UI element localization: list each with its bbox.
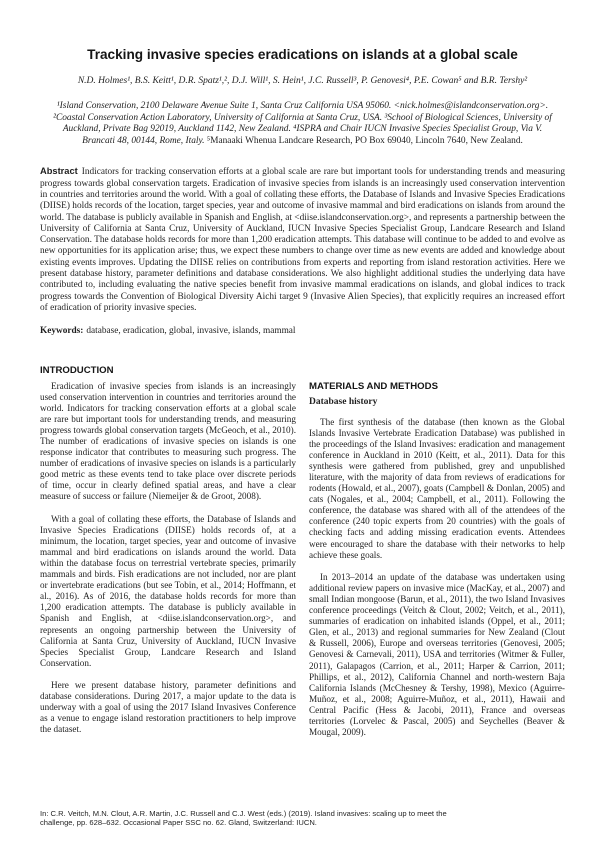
paper-title: Tracking invasive species eradications on islands at a global scale <box>87 47 518 62</box>
introduction-paragraph-3: Here we present database history, parameter definitions and database considerations. During 2017, a major update to the data is underway with a goal of using the 2017 Island Invasives Conference as a venue to engage island restoration practitioners to help improve the dataset. <box>40 679 296 735</box>
methods-paragraph-2: In 2013–2014 an update of the database was undertaken using additional review papers on invasive mice (MacKay, et al., 2007) and small Indian mongoose (Barun, et al., 2011), the two Island Invasives conference proceedings (Veitch & Clout, 2002; Veitch, et al., 2011), summaries of eradication on inhabited islands (Oppel, et al., 2011; Glen, et al., 2013) and regional summaries for New Zealand (Clout & Russell, 2006), Europe and overseas territories (Genovesi, 2005; Genovesi & Carnevali, 2011), USA and territories (Witmer & Fuller, 2011), Galapagos (Carrion, et al., 2011; Harper & Carrion, 2011; Phillips, et al., 2012), California Channel and north-western Baja California Islands (McChesney & Tershy, 1998), Mexico (Aguirre-Muñoz, et al., 2008; Aguirre-Muñoz, et al., 2011), Hawaii and Central Pacific (Hess & Jacobi, 2011), France and overseas territories (Lorvelec & Pascal, 2005) and Seychelles (Beaver & Mougal, 2009). <box>309 571 565 738</box>
section-heading-introduction: INTRODUCTION <box>40 364 114 376</box>
author-line: N.D. Holmes¹, B.S. Keitt¹, D.R. Spatz¹,², D.J. Will¹, S. Hein¹, J.C. Russell³, P. Genovesi⁴, P.E. Cowan⁵ and B.R. Tershy² <box>77 76 528 86</box>
two-column-body <box>40 365 565 750</box>
introduction-paragraph-1: Eradication of invasive species from islands is an increasingly used conservation intervention in countries and territories around the world. Indicators for tracking conservation efforts at a global scale are rare but important tools for understanding trends, and measuring progress towards global conservation targets (McGeoch, et al., 2010). The number of eradications of invasive species on islands is one response indicator that contributes to measuring such progress. The number of eradications of invasive species on islands is a particularly good metric as these events tend to take place over discrete periods of time, occur in clearly defined spatial areas, and have a clear measure of success or failure (Niemeijer & de Groot, 2008). <box>40 380 296 502</box>
abstract-label: Abstract <box>40 166 78 177</box>
keywords-line <box>40 326 565 337</box>
column-left <box>40 365 296 750</box>
section-heading-methods: MATERIALS AND METHODS <box>309 380 438 392</box>
affiliations-block <box>50 101 555 147</box>
column-right <box>309 365 565 750</box>
keywords-text: database, eradication, global, invasive, islands, mammal <box>86 326 296 337</box>
citation-footer: In: C.R. Veitch, M.N. Clout, A.R. Martin, J.C. Russell and C.J. West (eds.) (2019). Island invasives: scaling up to meet the challenge, pp. 628–632. Occasional Paper SSC no. 62. Gland, Switzerland: IUCN. <box>40 808 447 828</box>
abstract-paragraph <box>40 166 565 314</box>
keywords-label: Keywords: <box>40 326 84 337</box>
affiliations-roman: ⁵Manaaki Whenua Landcare Research, PO Box 69040, Lincoln 7640, New Zealand. <box>206 135 523 146</box>
subsection-heading-database-history: Database history <box>309 396 378 407</box>
affiliations-italic: ¹Island Conservation, 2100 Delaware Avenue Suite 1, Santa Cruz California USA 95060. <nick.holmes@islandconservation.org>. ²Coastal Conservation Action Laboratory, University of California at Santa Cruz, USA. ³School of Biological Sciences, University of Auckland, Private Bag 92019, Auckland 1142, New Zealand. ⁴ISPRA and Chair IUCN Invasive Species Specialist Group, Via V. Brancati 48, 00144, Rome, Italy. <box>53 101 552 146</box>
introduction-paragraph-2: With a goal of collating these efforts, the Database of Islands and Invasive Species Eradications (DIISE) holds records of, at a minimum, the location, target species, year and outcome of invasive mammal and bird eradications on islands around the world. Data within the database focus on terrestrial vertebrate species, primarily mammals and birds. Fish eradications are not included, nor are plant or invertebrate eradications (but see Tobin, et al., 2014; Hoffmann, et al., 2016). As of 2016, the database holds records for more than 1,200 eradication attempts. The database is publicly available in Spanish and English, at <diise.islandconservation.org>, and represents an ongoing partnership between the University of California at Santa Cruz, University of Auckland, IUCN Invasive Species Specialist Group, Landcare Research and Island Conservation. <box>40 513 296 668</box>
abstract-text: Indicators for tracking conservation efforts at a global scale are rare but important tools for understanding trends and measuring progress towards global conservation targets. Eradication of invasive species from islands is an increasingly used conservation intervention in countries and territories around the world. With a goal of collating these efforts, the Database of Islands and Invasive Species Eradications (DIISE) holds records of the location, target species, year and outcome of invasive mammal and bird eradications on islands from around the world. The database is publicly available in Spanish and English, at <diise.islandconservation.org>, and represents a partnership between the University of California at Santa Cruz, University of Auckland, IUCN Invasive Species Specialist Group, Landcare Research and Island Conservation. The database holds records for more than 1,200 eradication attempts. This database will continue to be added to and evolve as new opportunities for its application arise; thus, we expect these numbers to change over time as new events are added and knowledge about existing events improves. Updating the DIISE relies on contributions from experts and reporting from island restoration activities. Here we present database history, parameter definitions and database considerations. We also highlight additional studies the underlying data have contributed to, including evaluating the native species benefit from invasive mammal eradications on islands, and global indices to track progress towards the Convention of Biological Diversity Aichi target 9 (Invasive Alien Species), that explicitly requires an increased effort of eradication of priority invasive species. <box>40 167 565 313</box>
methods-paragraph-1: The first synthesis of the database (then known as the Global Islands Invasive Vertebrate Eradication Database) was published in the proceedings of the Island Invasives: eradication and management conference in Auckland in 2010 (Keitt, et al., 2011). Data for this synthesis were gathered from published, grey and unpublished literature, with the majority of data from reviews of eradications for rodents (Howald, et al., 2007), goats (Campbell & Donlan, 2005) and cats (Nogales, et al., 2004; Campbell, et al., 2011). Following the conference, the database was shared with all of the attendees of the conference (240 topic experts from 20 countries) with the goals of checking facts and adding missing eradication events. Attendees were encouraged to share the database with their networks to help achieve these goals. <box>309 416 565 560</box>
